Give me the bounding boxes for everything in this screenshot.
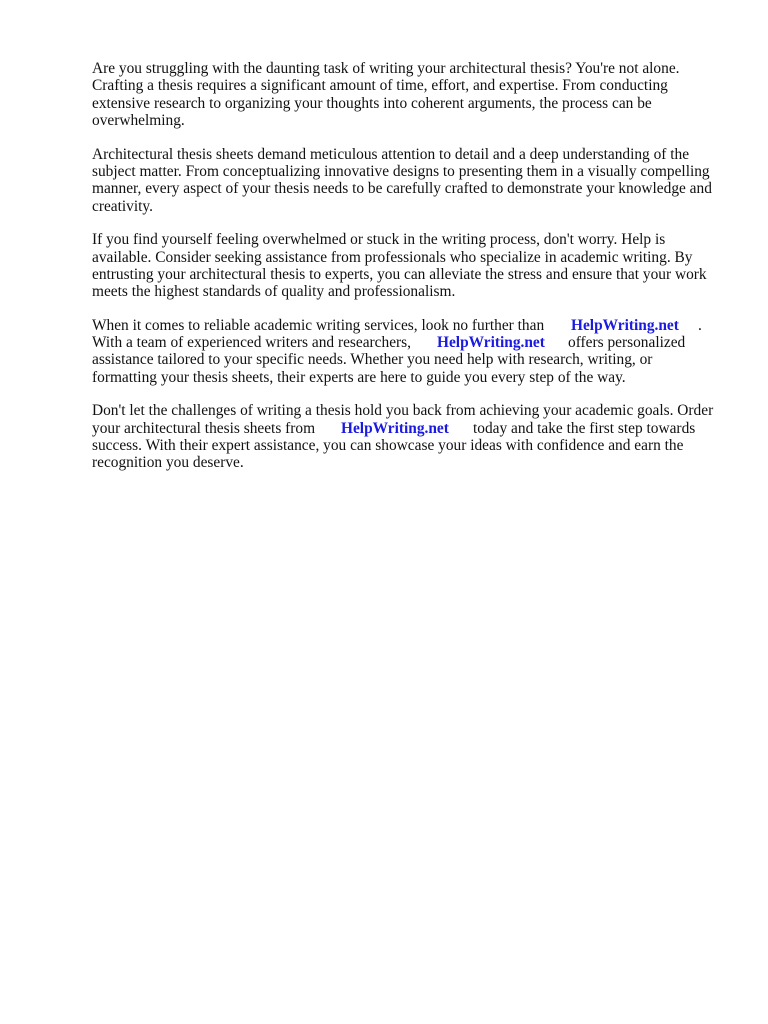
helpwriting-link[interactable]: HelpWriting.net: [571, 316, 679, 334]
text-line: subject matter. From conceptualizing innovative designs to presenting them in a visually compelling: [92, 162, 710, 180]
text-line: [92, 334, 722, 351]
text-line: Don't let the challenges of writing a thesis hold you back from achieving your academic goals. Order: [92, 402, 714, 420]
paragraph-thesis-sheets: [92, 146, 722, 216]
text-line: creativity.: [92, 197, 153, 215]
paragraph-help-available: [92, 231, 722, 301]
paragraph-closing: [92, 402, 722, 472]
text-line: assistance tailored to your specific needs. Whether you need help with research, writing, or: [92, 351, 653, 369]
text-line: meets the highest standards of quality and professionalism.: [92, 283, 456, 301]
text-line: [92, 317, 722, 334]
document-page: [92, 60, 722, 488]
text-segment: today and take the first step towards: [473, 419, 696, 437]
text-segment: With a team of experienced writers and researchers,: [92, 334, 412, 352]
paragraph-services: [92, 317, 722, 387]
text-line: available. Consider seeking assistance from professionals who specialize in academic writing. By: [92, 248, 693, 266]
text-line: extensive research to organizing your thoughts into coherent arguments, the process can be: [92, 94, 652, 112]
paragraph-intro: [92, 60, 722, 130]
text-line: overwhelming.: [92, 112, 185, 130]
text-line: entrusting your architectural thesis to experts, you can alleviate the stress and ensure that your work: [92, 265, 707, 283]
helpwriting-link[interactable]: HelpWriting.net: [437, 334, 545, 352]
text-segment: When it comes to reliable academic writing services, look no further than: [92, 316, 545, 334]
helpwriting-link[interactable]: HelpWriting.net: [341, 419, 449, 437]
text-segment: offers personalized: [568, 334, 686, 352]
text-line: manner, every aspect of your thesis needs to be carefully crafted to demonstrate your knowledge and: [92, 180, 712, 198]
text-line: formatting your thesis sheets, their experts are here to guide you every step of the way.: [92, 368, 626, 386]
text-segment: .: [698, 316, 702, 334]
text-line: If you find yourself feeling overwhelmed or stuck in the writing process, don't worry. Help is: [92, 231, 666, 249]
text-line: success. With their expert assistance, you can showcase your ideas with confidence and earn the: [92, 437, 684, 455]
text-line: Crafting a thesis requires a significant amount of time, effort, and expertise. From conducting: [92, 77, 668, 95]
text-line: recognition you deserve.: [92, 454, 244, 472]
text-line: Are you struggling with the daunting task of writing your architectural thesis? You're not alone.: [92, 60, 680, 77]
text-line: [92, 420, 722, 437]
text-segment: your architectural thesis sheets from: [92, 419, 316, 437]
text-line: Architectural thesis sheets demand meticulous attention to detail and a deep understanding of the: [92, 145, 690, 163]
